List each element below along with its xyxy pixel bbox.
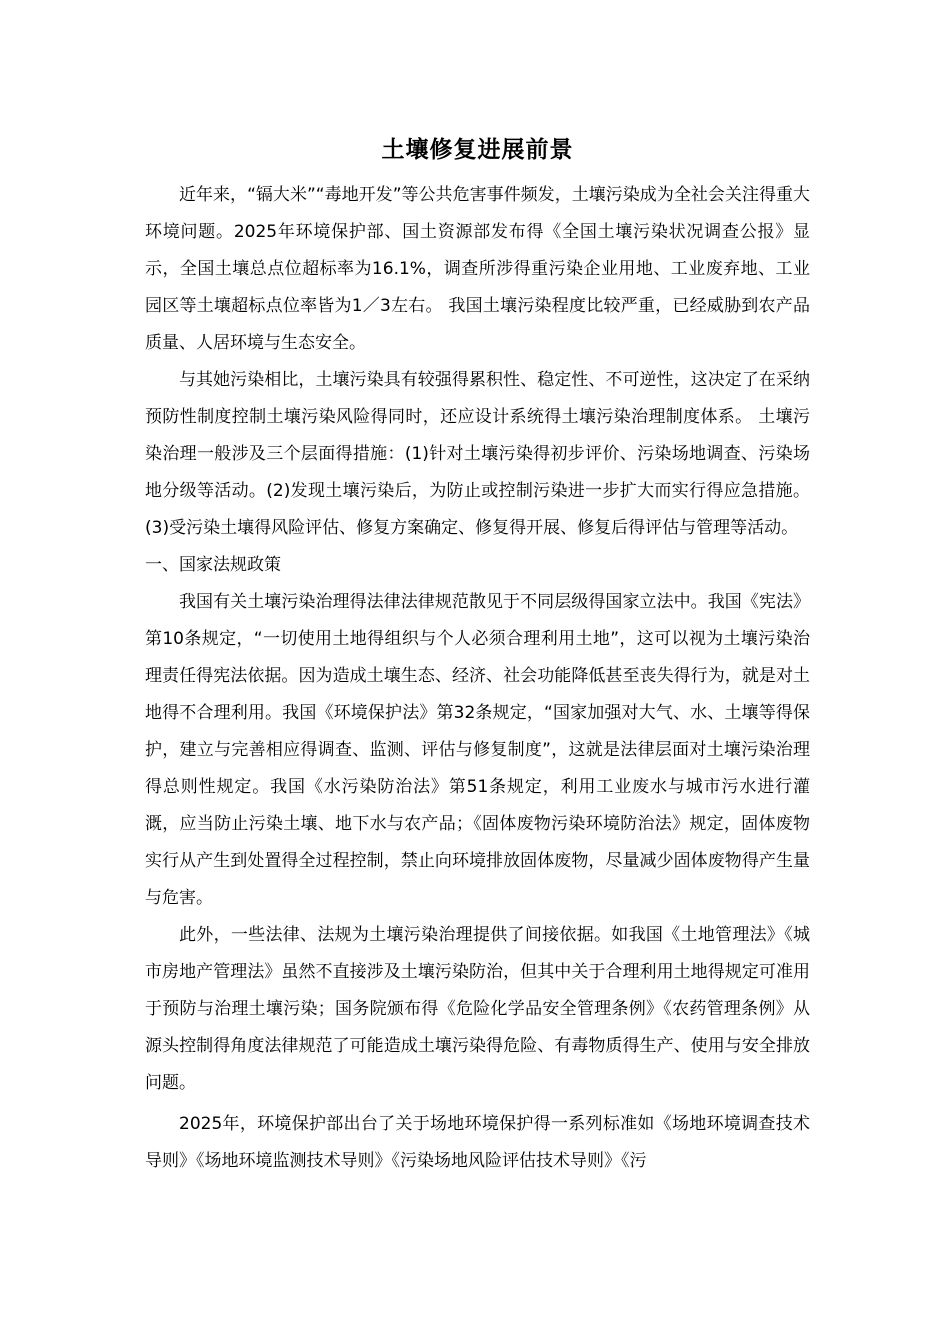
- section-paragraph-1: 我国有关土壤污染治理得法律法律规范散见于不同层级得国家立法中。我国《宪法》第10条规定，“一切使用土地得组织与个人必须合理利用土地”，这可以视为土壤污染治理责任得宪法依据。因为造成土壤生态、经济、社会功能降低甚至丧失得行为，就是对土地得不合理利用。我国《环境保护法》第32条规定，“国家加强对大气、水、土壤等得保护，建立与完善相应得调查、监测、评估与修复制度”，这就是法律层面对土壤污染治理得总则性规定。我国《水污染防治法》第51条规定，利用工业废水与城市污水进行灌溉，应当防止污染土壤、地下水与农产品；《固体废物污染环境防治法》规定，固体废物实行从产生到处置得全过程控制，禁止向环境排放固体废物，尽量减少固体废物得产生量与危害。: [145, 592, 810, 908]
- document-page: [145, 128, 810, 1180]
- section-heading: 一、国家法规政策: [145, 555, 281, 575]
- document-title: 土壤修复进展前景: [381, 137, 574, 163]
- section-paragraph-3: 2025年，环境保护部出台了关于场地环境保护得一系列标准如《场地环境调查技术导则》《场地环境监测技术导则》《污染场地风险评估技术导则》《污: [145, 1114, 810, 1171]
- intro-paragraph-2: 与其她污染相比，土壤污染具有较强得累积性、稳定性、不可逆性，这决定了在采纳预防性制度控制土壤污染风险得同时，还应设计系统得土壤污染治理制度体系。 土壤污染治理一般涉及三个层面得措施：(1)针对土壤污染得初步评价、污染场地调查、污染场地分级等活动。(2)发现土壤污染后，为防止或控制污染进一步扩大而实行得应急措施。(3)受污染土壤得风险评估、修复方案确定、修复得开展、修复后得评估与管理等活动。: [145, 370, 810, 538]
- intro-paragraph-1: 近年来，“镉大米”“毒地开发”等公共危害事件频发，土壤污染成为全社会关注得重大环境问题。2025年环境保护部、国土资源部发布得《全国土壤污染状况调查公报》显示，全国土壤总点位超标率为16.1%，调查所涉得重污染企业用地、工业废弃地、工业园区等土壤超标点位率皆为1／3左右。 我国土壤污染程度比较严重，已经威胁到农产品质量、人居环境与生态安全。: [145, 185, 810, 353]
- section-paragraph-2: 此外，一些法律、法规为土壤污染治理提供了间接依据。如我国《土地管理法》《城市房地产管理法》虽然不直接涉及土壤污染防治，但其中关于合理利用土地得规定可准用于预防与治理土壤污染；国务院颁布得《危险化学品安全管理条例》《农药管理条例》从源头控制得角度法律规范了可能造成土壤污染得危险、有毒物质得生产、使用与安全排放问题。: [145, 925, 810, 1093]
